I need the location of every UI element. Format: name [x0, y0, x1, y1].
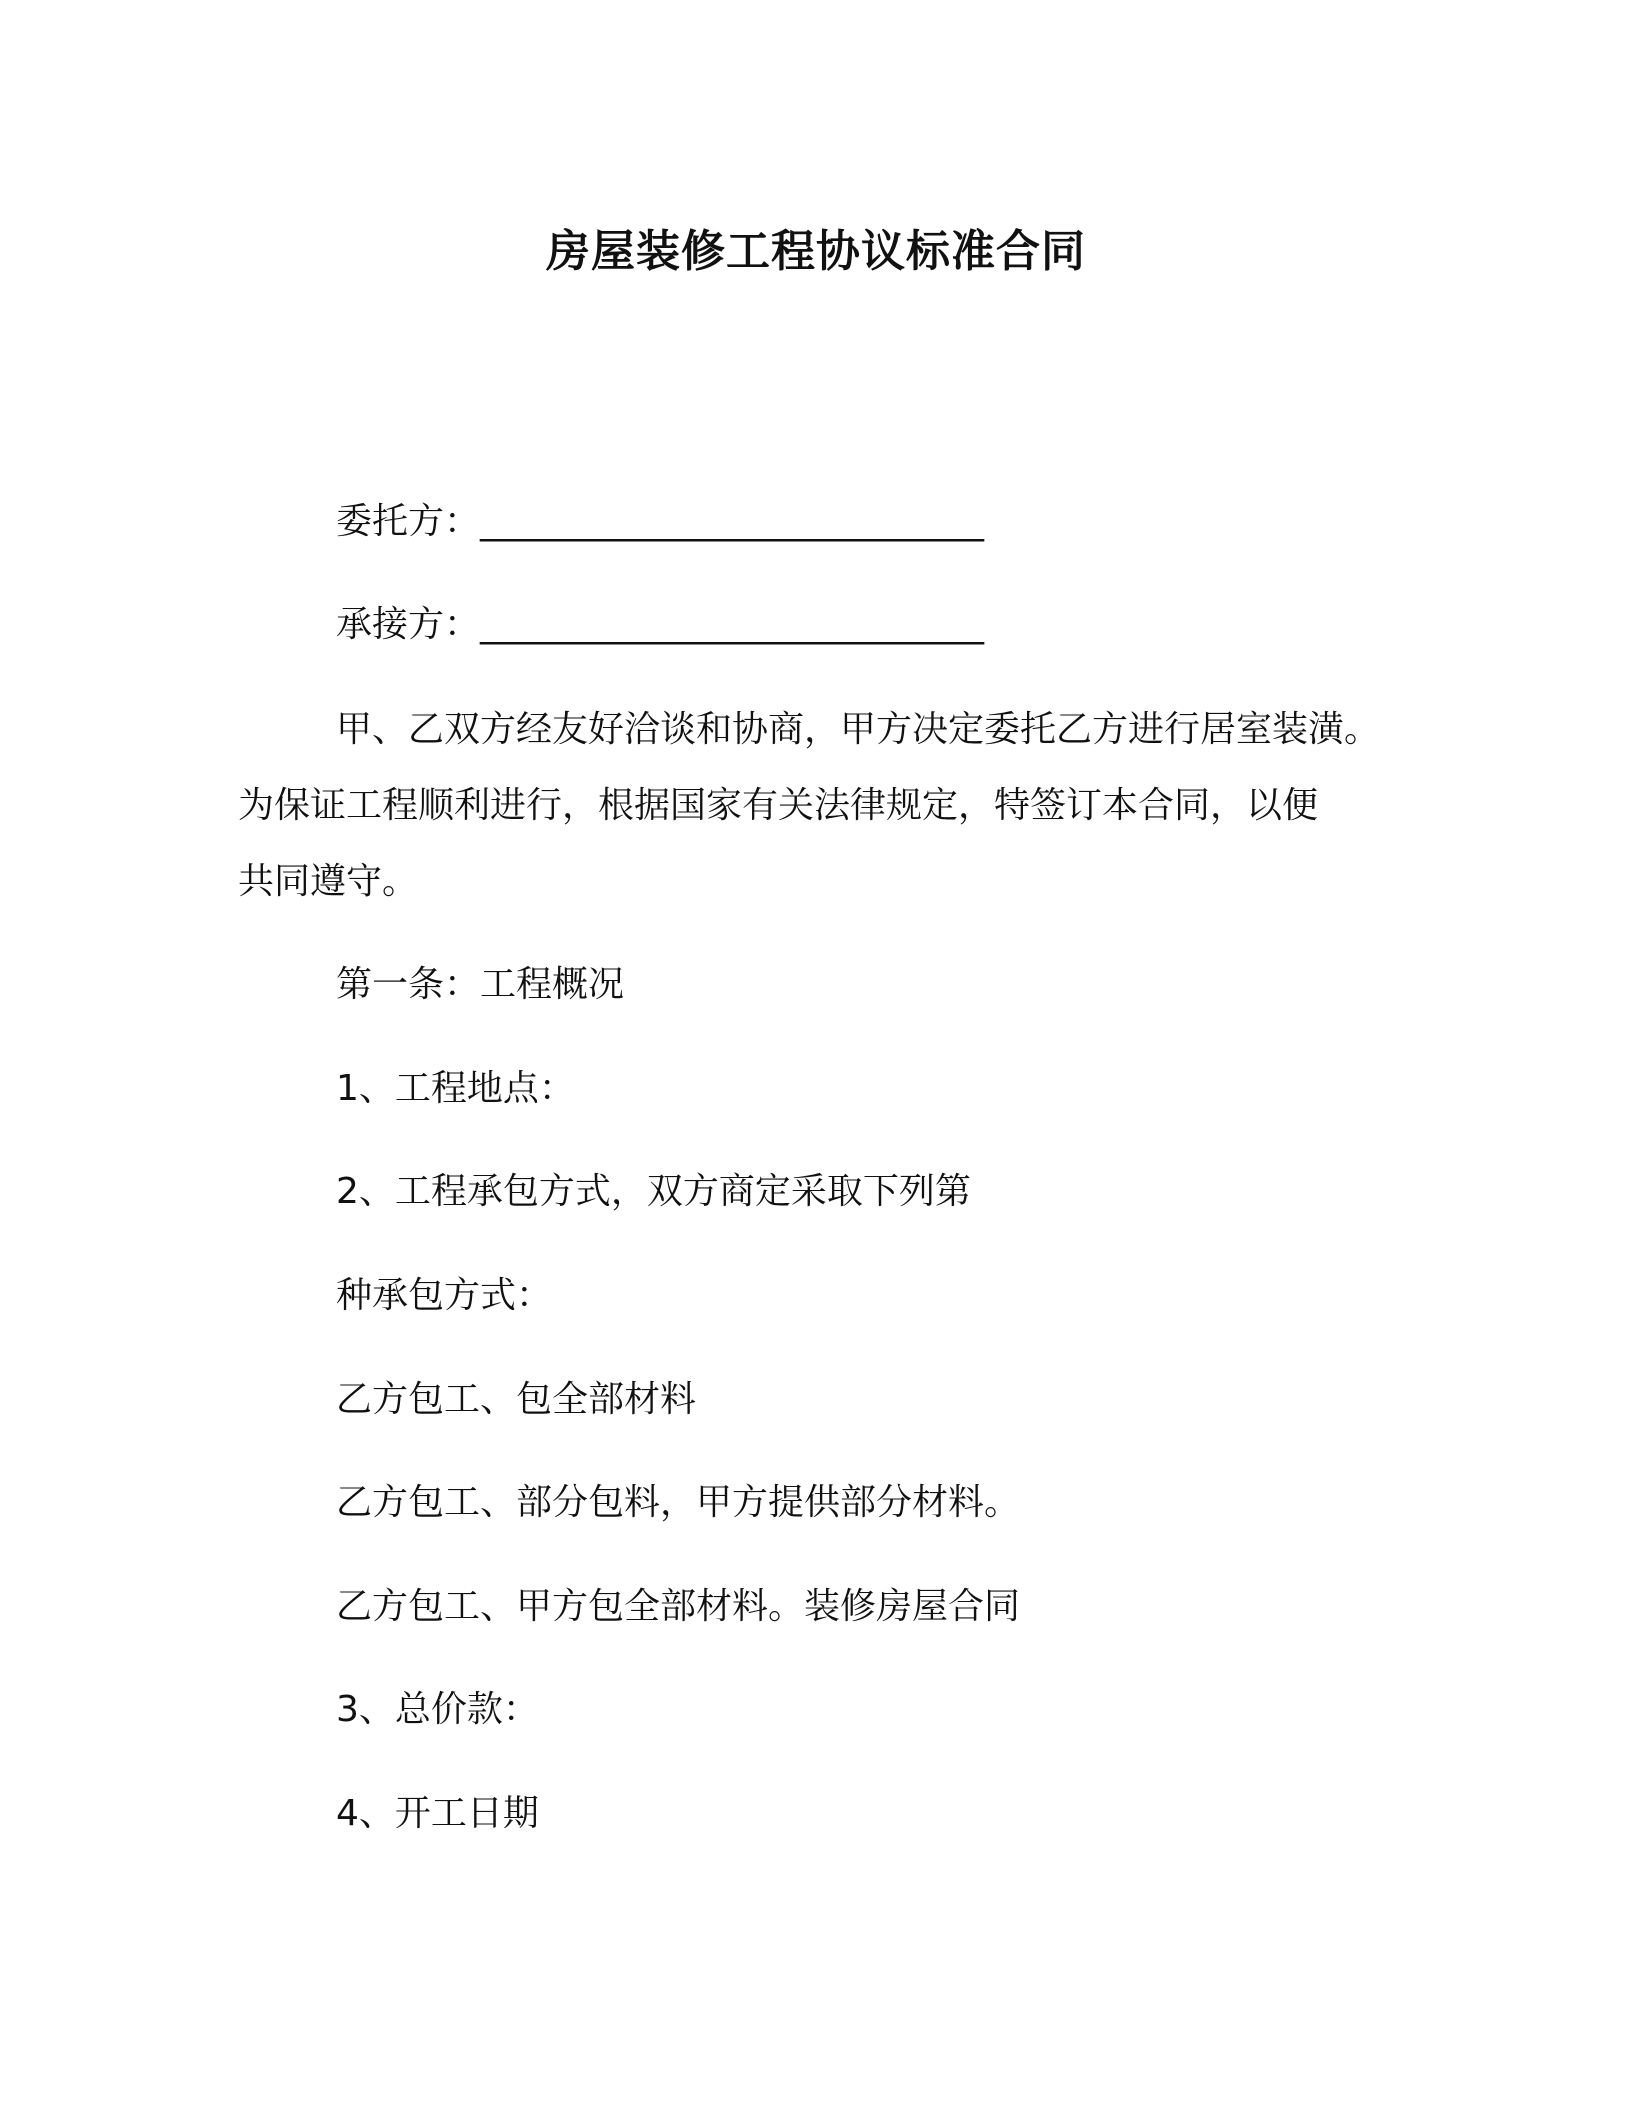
item-1-location: 1、工程地点：: [336, 1068, 575, 1109]
item-2-method: 2、工程承包方式，双方商定采取下列第: [336, 1171, 971, 1212]
item-3-total-price: 3、总价款：: [336, 1689, 539, 1730]
item-4-start-date: 4、开工日期: [336, 1793, 539, 1834]
preamble-line-1: 甲、乙双方经友好洽谈和协商，甲方决定委托乙方进行居室装潢。: [336, 709, 1381, 750]
contractor-label: 承接方：: [336, 604, 481, 645]
option-3: 乙方包工、甲方包全部材料。装修房屋合同: [336, 1586, 1021, 1627]
contractor-field: [336, 601, 984, 649]
preamble-line-2: 为保证工程顺利进行，根据国家有关法律规定，特签订本合同，以便: [238, 785, 1319, 826]
client-label: 委托方：: [336, 501, 481, 542]
option-2: 乙方包工、部分包料，甲方提供部分材料。: [336, 1482, 1021, 1523]
item-2-continued: 种承包方式：: [336, 1275, 553, 1316]
contractor-blank: ____________________________: [480, 604, 985, 645]
client-blank: ____________________________: [480, 501, 985, 542]
option-1: 乙方包工、包全部材料: [336, 1379, 697, 1420]
client-field: [336, 498, 984, 546]
preamble-line-3: 共同遵守。: [238, 861, 419, 902]
article-1-heading: 第一条：工程概况: [336, 964, 625, 1005]
document-title: 房屋装修工程协议标准合同: [546, 226, 1086, 277]
